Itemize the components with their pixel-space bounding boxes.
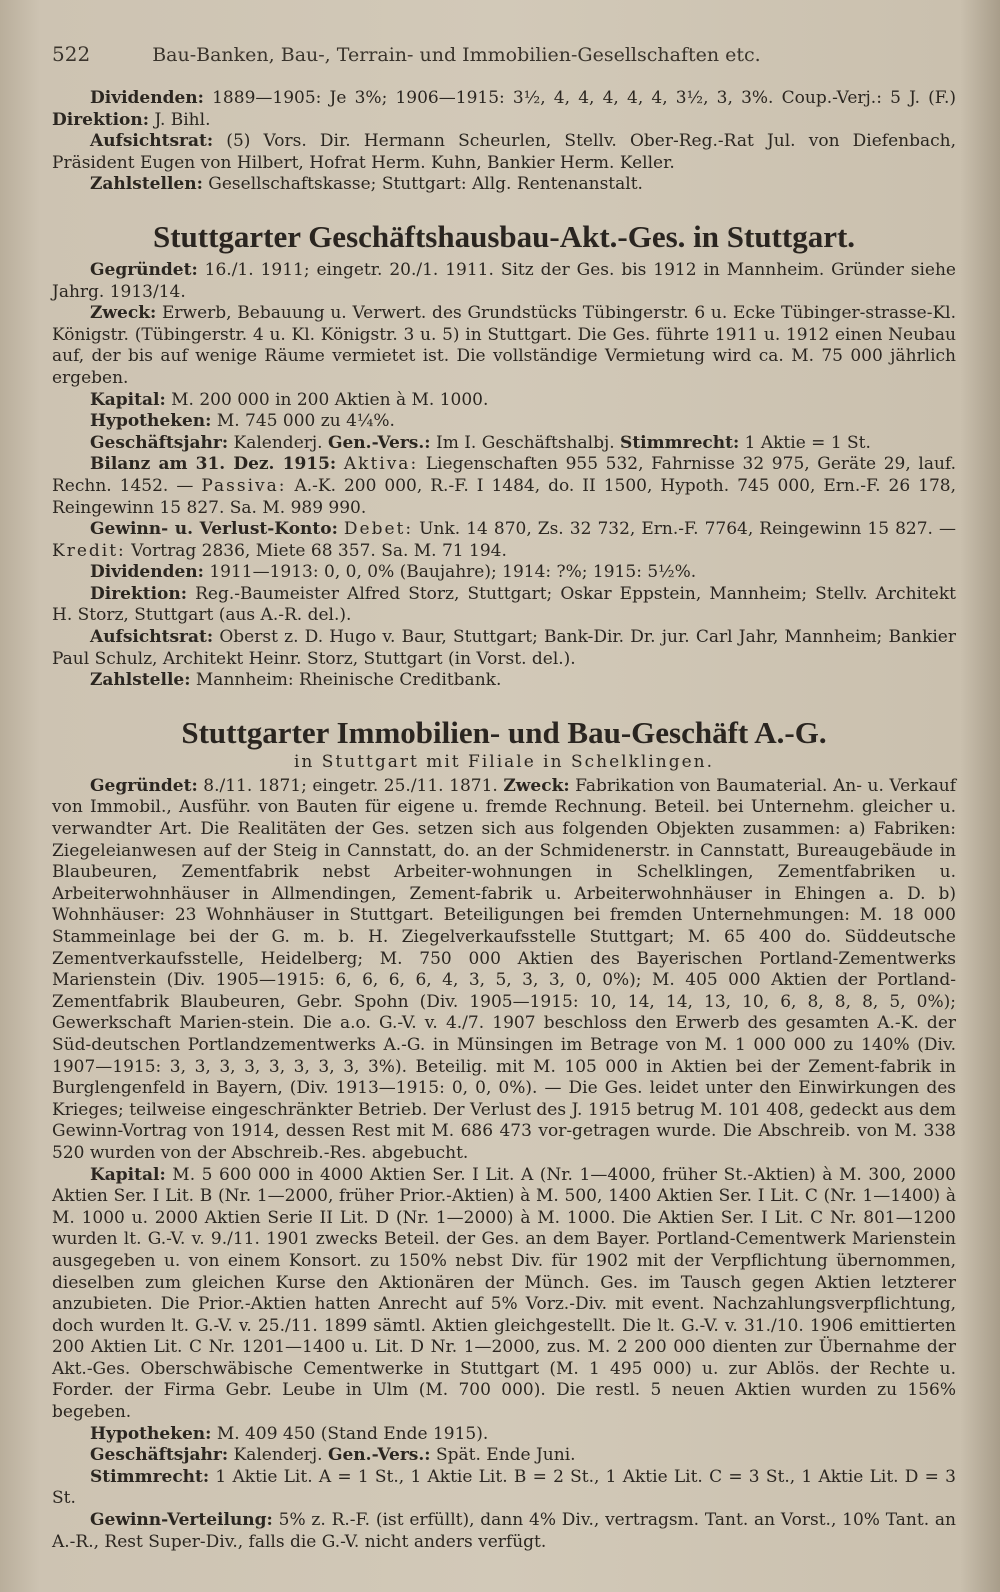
label: Dividenden: — [90, 88, 204, 108]
company-title: Stuttgarter Geschäftshausbau-Akt.-Ges. in Stuttgart. — [152, 218, 856, 254]
label: Direktion: — [90, 583, 188, 604]
debet-label: Debet: — [343, 519, 414, 540]
label: Gen.-Vers.: — [327, 432, 431, 453]
kredit-label: Kredit: — [52, 540, 126, 561]
running-title: Bau-Banken, Bau-, Terrain- und Immobilien-Gesellschaften etc. — [152, 44, 761, 66]
text: Spät. Ende Juni. — [430, 1445, 576, 1466]
label: Direktion: — [52, 109, 150, 130]
text: 1 Aktie Lit. A = 1 St., 1 Aktie Lit. B = 2 St., 1 Aktie Lit. C = 3 St., 1 Aktie Lit. D = 3 St. — [52, 1466, 956, 1509]
label: Kapital: — [90, 1164, 166, 1185]
label: Gewinn- u. Verlust-Konto: — [90, 519, 338, 540]
label: Kapital: — [90, 389, 166, 410]
text: Kalenderj. — [228, 432, 328, 453]
text: Liegenschaften 955 532, Fahrnisse 32 975, Geräte 29, lauf. Rechn. 1452. — — [52, 454, 957, 496]
passiva-label: Passiva: — [201, 475, 287, 496]
label: Gegründet: — [90, 259, 198, 280]
text: Reg.-Baumeister Alfred Storz, Stuttgart; Oskar Eppstein, Mannheim; Stellv. Architekt H. Storz, Stuttgart (aus A.-R. del.). — [52, 583, 956, 626]
label: Zweck: — [90, 303, 157, 324]
aktiva-label: Aktiva: — [343, 454, 419, 475]
text: Fabrikation von Baumaterial. An- u. Verkauf von Immobil., Ausführ. von Bauten für eigene u. fremde Rechnung. Beteil. bei Unternehm. gleicher u. verwandter Art. Die Realitäten der Ges. setzen sich aus folgenden Objekten zusammen: a) Fabriken: Ziegeleianwesen auf der Steig in Cannstatt, do. an der Schmidenerstr. in Cannstatt, Bureaugebäude in Blaubeuren, Zementfabrik nebst Arbeiter-wohnungen in Schelklingen, Zementfabriken u. Arbeiterwohnhäuser in Allmendingen, Zement-fabrik u. Arbeiterwohnhäuser in Ehingen a. D. b) Wohnhäuser: 23 Wohnhäuser in Stuttgart. Beteiligungen bei fremden Unternehmungen: M. 18 000 Stammeinlage bei der G. m. b. H. Ziegelverkaufsstelle Stuttgart; M. 65 400 do. Süddeutsche Zementverkaufsstelle, Heidelberg; M. 750 000 Aktien des Bayerischen Portland-Zementwerks Marienstein (Div. 1905—1915: 6, 6, 6, 6, 4, 3, 5, 3, 3, 0, 0%); M. 405 000 Aktien der Portland-Zementfabrik Blaubeuren, Gebr. Spohn (Div. 1905—1915: 10, 14, 14, 13, 10, 6, 8, 8, 8, 5, 0%); Gewerkschaft Marien-stein. Die a.o. G.-V. v. 4./7. 1907 beschloss den Erwerb des gesamten A.-K. der Süd-deutschen Portlandzementwerks A.-G. in Münsingen im Betrage von M. 1 000 000 zu 140% (Div. 1907—1915: 3, 3, 3, 3, 3, 3, 3, 3, 3%). Beteilig. mit M. 105 000 in Aktien bei der Zement-fabrik in Burglengenfeld in Bayern, (Div. 1913—1915: 0, 0, 0%). — Die Ges. leidet unter den Einwirkungen des Krieges; teilweise eingeschränkter Betrieb. Der Verlust des J. 1915 betrug M. 101 408, gedeckt aus dem Gewinn-Vortrag von 1914, dessen Rest mit M. 686 473 vor-getragen wurde. Die Abschreib. von M. 338 520 wurden von der Abschreib.-Res. abgebucht. — [52, 775, 956, 1163]
label: Stimmrecht: — [620, 432, 740, 453]
label: Bilanz am 31. Dez. 1915: — [90, 454, 337, 475]
text: M. 745 000 zu 4¼%. — [211, 411, 395, 432]
text: Erwerb, Bebauung u. Verwert. des Grundstücks Tübingerstr. 6 u. Ecke Tübinger-strasse-Kl. Königstr. (Tübingerstr. 4 u. Kl. Königstr. 3 u. 5) in Stuttgart. Die Ges. führte 1911 u. 1912 einen Neubau auf, der bis auf wenige Räume vermietet ist. Die vollständige Vermietung wird ca. M. 75 000 jährlich ergeben. — [52, 303, 956, 388]
label: Gen.-Vers.: — [327, 1445, 431, 1466]
company-title: Stuttgarter Immobilien- und Bau-Geschäft A.-G. — [181, 714, 827, 750]
text: Mannheim: Rheinische Creditbank. — [190, 670, 502, 691]
label: Hypotheken: — [90, 411, 212, 432]
label: Aufsichtsrat: — [90, 131, 214, 152]
text: 1911—1913: 0, 0, 0% (Baujahre); 1914: ?%; 1915: 5½%. — [203, 562, 697, 583]
c2-kapital — [52, 1165, 956, 1424]
c1-aufsichtsrat — [52, 627, 956, 670]
text: Oberst z. D. Hugo v. Baur, Stuttgart; Bank-Dir. Dr. jur. Carl Jahr, Mannheim; Bankier Paul Schulz, Architekt Heinr. Storz, Stuttgart (in Vorst. del.). — [52, 627, 956, 669]
c1-direktion — [52, 584, 956, 627]
label: Aufsichtsrat: — [90, 627, 214, 648]
text: A.-K. 200 000, R.-F. I 1484, do. II 1500, Hypoth. 745 000, Ern.-F. 26 178, Reingewinn 15 827. Sa. M. 989 990. — [52, 475, 956, 518]
text: Unk. 14 870, Zs. 32 732, Ern.-F. 7764, Reingewinn 15 827. — — [413, 519, 956, 540]
c1-zahlstelle — [52, 670, 956, 692]
label: Gegründet: — [90, 775, 198, 796]
c1-zweck — [52, 303, 956, 389]
c1-dividenden — [52, 562, 956, 584]
text: 1889—1905: Je 3%; 1906—1915: 3½, 4, 4, 4, 4, 4, 3½, 3, 3%. Coup.-Verj.: 5 J. (F.) — [203, 88, 956, 108]
text: (5) Vors. Dir. Hermann Scheurlen, Stellv. Ober-Reg.-Rat Jul. von Diefenbach, Präsident Eugen von Hilbert, Hofrat Herm. Kuhn, Bankier Herm. Keller. — [52, 131, 956, 173]
text: J. Bihl. — [149, 109, 211, 130]
label: Geschäftsjahr: — [90, 432, 229, 453]
company-subtitle: in Stuttgart mit Filiale in Schelklingen. — [293, 751, 715, 772]
c1-geschaeftsjahr — [52, 433, 956, 455]
c2-gewinn-verteilung — [52, 1510, 956, 1553]
label: Gewinn-Verteilung: — [90, 1510, 273, 1531]
label: Zahlstelle: — [90, 670, 191, 691]
label: Hypotheken: — [90, 1423, 212, 1444]
text: Im I. Geschäftshalbj. — [430, 432, 621, 453]
c1-guv — [52, 519, 956, 562]
label: Stimmrecht: — [90, 1466, 210, 1487]
text: 5% z. R.-F. (ist erfüllt), dann 4% Div., vertragsm. Tant. an Vorst., 10% Tant. an A.-R., Rest Super-Div., falls die G.-V. nicht anders verfügt. — [52, 1510, 956, 1552]
text: 16./1. 1911; eingetr. 20./1. 1911. Sitz der Ges. bis 1912 in Mannheim. Gründer siehe Jahrg. 1913/14. — [52, 259, 956, 302]
text: Kalenderj. — [228, 1445, 328, 1466]
text: 1 Aktie = 1 St. — [739, 432, 871, 453]
label: Zahlstellen: — [90, 174, 203, 195]
prev-aufsichtsrat — [52, 131, 956, 174]
running-header — [52, 42, 956, 66]
c1-kapital — [52, 390, 956, 412]
c2-geschaeftsjahr — [52, 1445, 956, 1467]
text: 8./11. 1871; eingetr. 25./11. 1871. — [197, 775, 504, 796]
label: Zweck: — [503, 775, 570, 796]
c2-gegruendet-zweck — [52, 776, 956, 1165]
text: M. 200 000 in 200 Aktien à M. 1000. — [165, 389, 489, 410]
c1-hypotheken — [52, 411, 956, 433]
label: Geschäftsjahr: — [90, 1445, 229, 1466]
text: M. 409 450 (Stand Ende 1915). — [211, 1423, 489, 1444]
c1-gegruendet — [52, 260, 956, 303]
page-number: 522 — [52, 42, 91, 66]
c2-stimmrecht — [52, 1467, 956, 1510]
text: M. 5 600 000 in 4000 Aktien Ser. I Lit. A (Nr. 1—4000, früher St.-Aktien) à M. 300, 2000 Aktien Ser. I Lit. B (Nr. 1—2000, früher Prior.-Aktien) à M. 500, 1400 Aktien Ser. I Lit. C (Nr. 1—1400) à M. 1000 u. 2000 Aktien Serie II Lit. D (Nr. 1—2000) à M. 1000. Die Aktien Ser. I Lit. C Nr. 801—1200 wurden lt. G.-V. v. 9./11. 1901 zwecks Beteil. der Ges. an dem Bayer. Portland-Cementwerk Marienstein ausgegeben u. von einem Konsort. zu 150% nebst Div. für 1902 mit der Verpflichtung übernommen, dieselben zum gleichen Kurse den Aktionären der Münch. Ges. im Tausch gegen Aktien letzterer anzubieten. Die Prior.-Aktien hatten Anrecht auf 5% Vorz.-Div. mit event. Nachzahlungsverpflichtung, doch wurden lt. G.-V. v. 25./11. 1899 sämtl. Aktien gleichgestellt. Die lt. G.-V. v. 31./10. 1906 emittierten 200 Aktien Lit. C Nr. 1201—1400 u. Lit. D Nr. 1—2000, zus. M. 2 200 000 dienten zur Übernahme der Akt.-Ges. Oberschwäbische Cementwerke in Stuttgart (M. 1 495 000) u. zur Ablös. der Rechte u. Forder. der Firma Gebr. Leube in Ulm (M. 700 000). Die restl. 5 neuen Aktien wurden zu 156% begeben. — [52, 1164, 956, 1423]
text: Gesellschaftskasse; Stuttgart: Allg. Rentenanstalt. — [202, 174, 643, 195]
text: Vortrag 2836, Miete 68 357. Sa. M. 71 194. — [125, 540, 507, 561]
label: Dividenden: — [90, 562, 204, 583]
c1-bilanz — [52, 454, 956, 519]
prev-dividenden — [52, 88, 956, 131]
prev-zahlstellen — [52, 174, 956, 196]
c2-hypotheken — [52, 1424, 956, 1446]
